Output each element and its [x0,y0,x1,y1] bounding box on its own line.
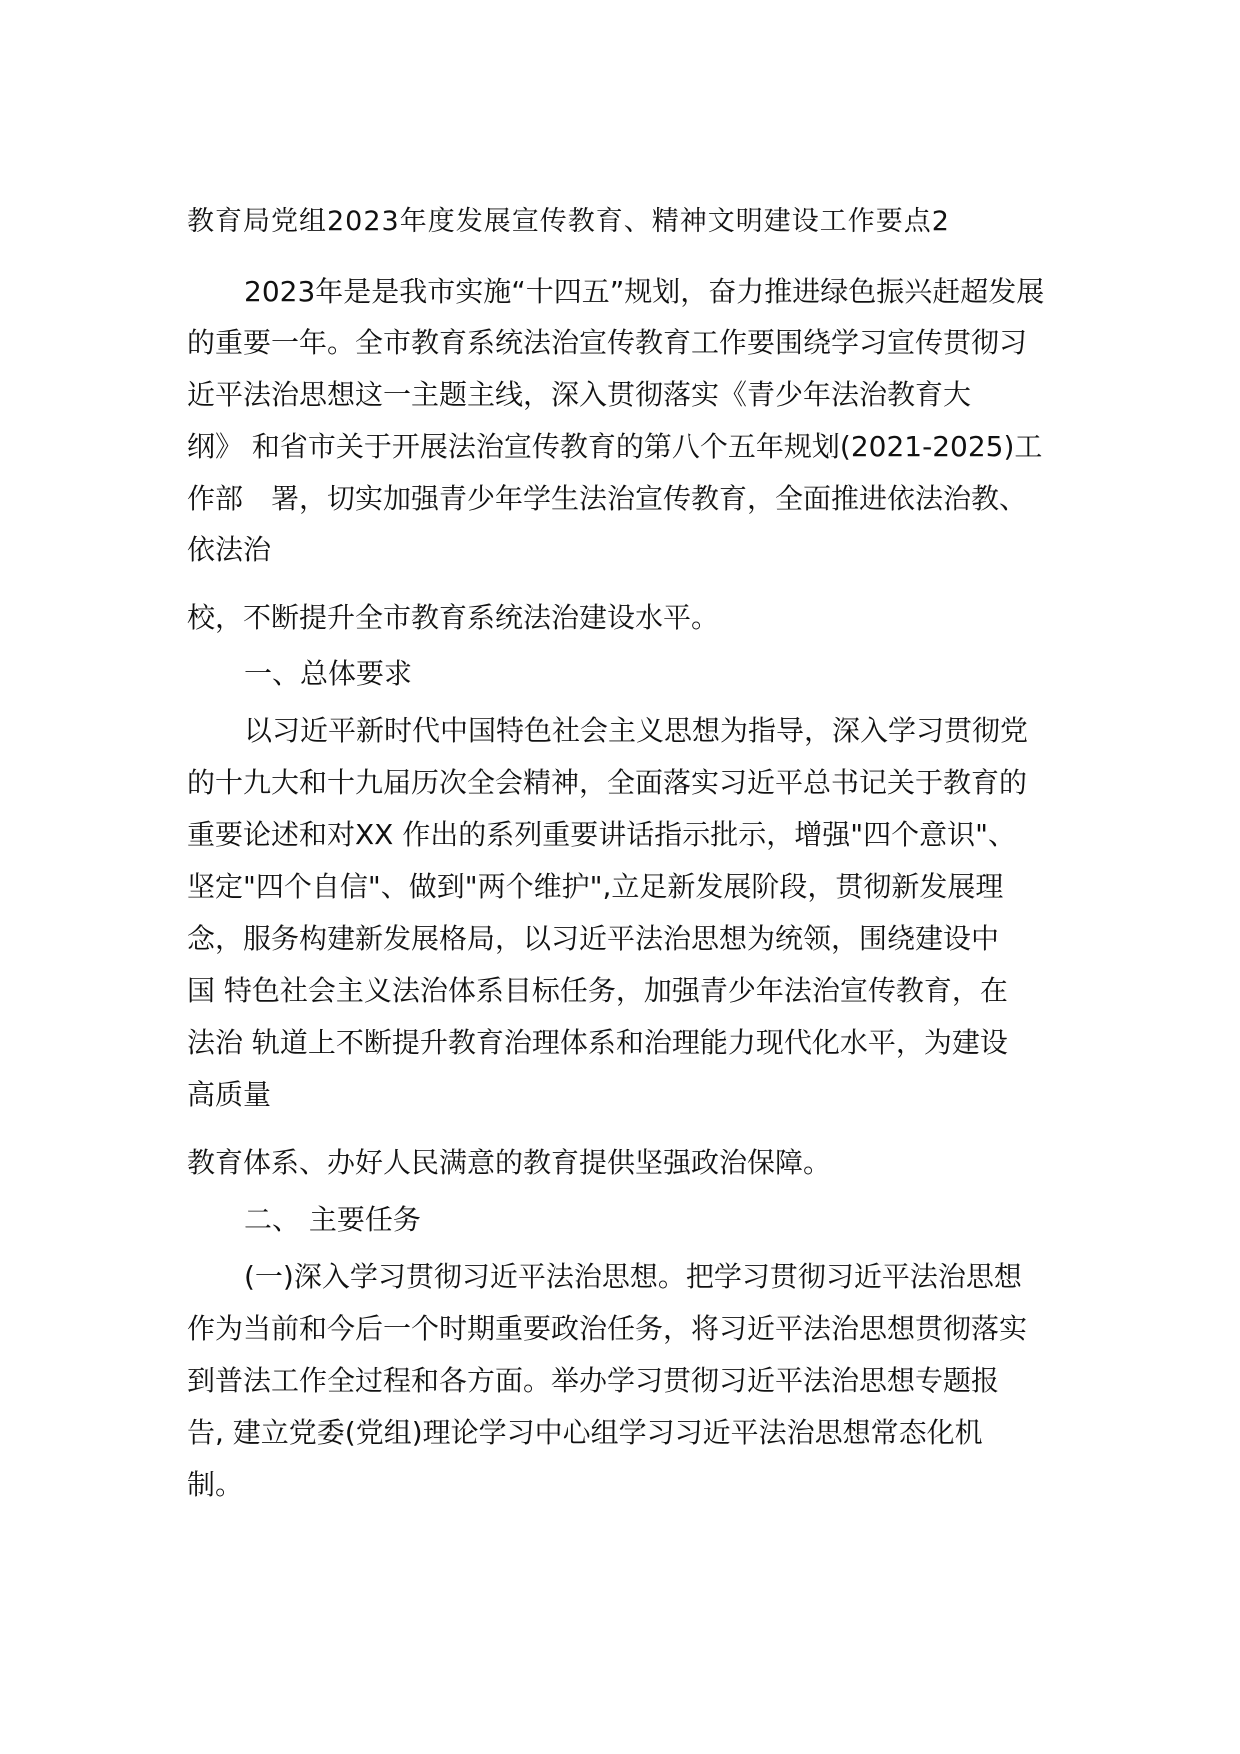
intro-line: 的重要一年。全市教育系统法治宣传教育工作要围绕学习宣传贯彻习 [187,326,1028,359]
intro-line: 校，不断提升全市教育系统法治建设水平。 [187,601,720,634]
section2-line: 作为当前和今后一个时期重要政治任务，将习近平法治思想贯彻落实 [187,1312,1028,1345]
intro-line: 2023年是是我市实施“十四五”规划，奋力推进绿色振兴赶超发展 [244,275,1045,308]
section2-line: 制。 [187,1468,244,1501]
section1-line: 法治 轨道上不断提升教育治理体系和治理能力现代化水平，为建设 [187,1026,1008,1059]
section1-line: 国 特色社会主义法治体系目标任务，加强青少年法治宣传教育，在 [187,974,1008,1007]
section2-line: 告, 建立党委(党组)理论学习中心组学习习近平法治思想常态化机 [187,1416,983,1449]
intro-line: 依法治 [187,533,272,566]
intro-line: 近平法治思想这一主题主线，深入贯彻落实《青少年法治教育大 [187,378,972,411]
document-title: 教育局党组2023年度发展宣传教育、精神文明建设工作要点2 [187,206,950,237]
intro-line: 作部 署，切实加强青少年学生法治宣传教育，全面推进依法治教、 [187,482,1028,515]
section-heading-main-tasks: 二、 主要任务 [244,1203,421,1236]
section1-line: 的十九大和十九届历次全会精神，全面落实习近平总书记关于教育的 [187,766,1028,799]
section1-line: 教育体系、办好人民满意的教育提供坚强政治保障。 [187,1146,832,1179]
section2-line: (一)深入学习贯彻习近平法治思想。把学习贯彻习近平法治思想 [244,1260,1022,1293]
section1-line: 坚定"四个自信"、做到"两个维护",立足新发展阶段，贯彻新发展理 [187,870,1004,903]
section1-line: 重要论述和对XX 作出的系列重要讲话指示批示，增强"四个意识"、 [187,818,1017,851]
section1-line: 以习近平新时代中国特色社会主义思想为指导，深入学习贯彻党 [244,714,1029,747]
section2-line: 到普法工作全过程和各方面。举办学习贯彻习近平法治思想专题报 [187,1364,1000,1397]
section1-line: 高质量 [187,1078,272,1111]
section1-line: 念，服务构建新发展格局，以习近平法治思想为统领，围绕建设中 [187,922,1000,955]
intro-line: 纲》 和省市关于开展法治宣传教育的第八个五年规划(2021-2025)工 [187,430,1043,463]
section-heading-overall-requirements: 一、总体要求 [244,657,413,690]
